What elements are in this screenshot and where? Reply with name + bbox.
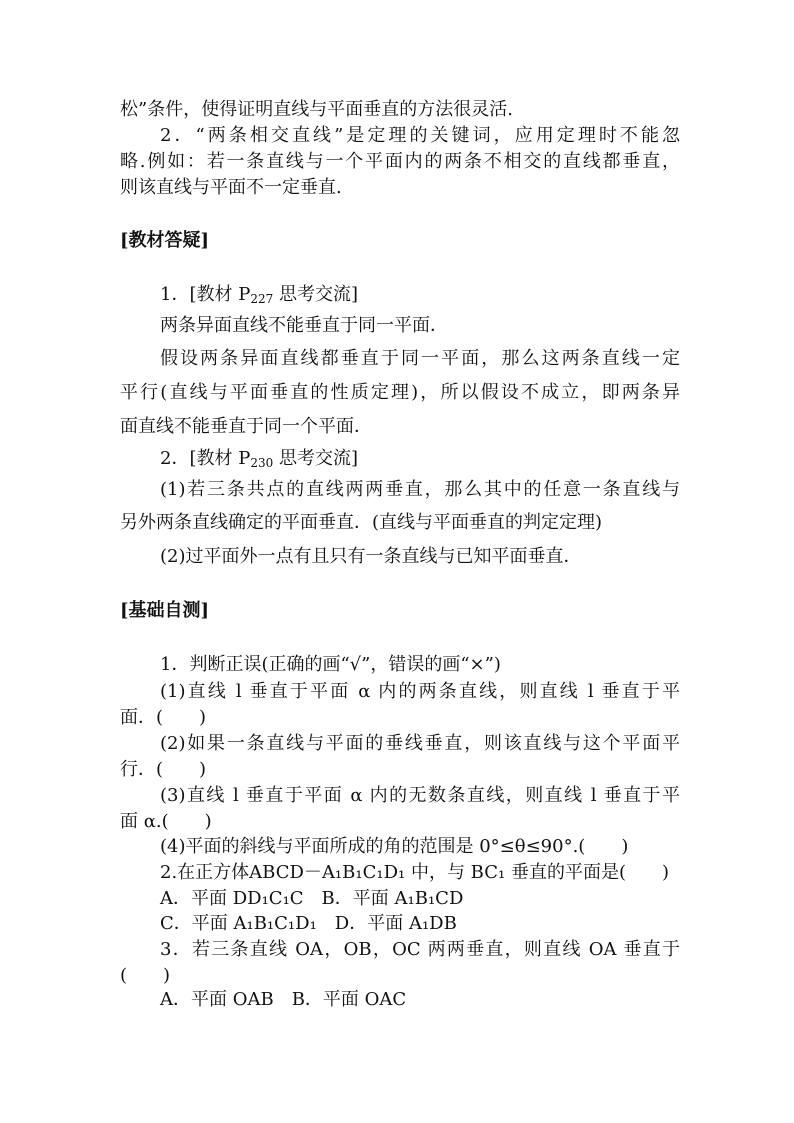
qa-item1-line-1: 两条异面直线不能垂直于同一平面． [160, 315, 448, 336]
qa-item1-line-2: 假设两条异面直线都垂直于同一平面，那么这两条直线一定 [160, 348, 680, 369]
intro-line-4: 则该直线与平面不一定垂直. [120, 177, 342, 198]
q3-stem-line-1: 3．若三条直线 OA，OB，OC 两两垂直，则直线 OA 垂直于 [160, 939, 680, 960]
intro-line-3: 略.例如：若一条直线与一个平面内的两条不相交的直线都垂直， [120, 151, 680, 172]
q1-d-line-1: (4)平面的斜线与平面所成的角的范围是 0°≤θ≤90°.( ) [160, 836, 629, 857]
qa-item1-page: 227 [250, 292, 274, 306]
qa-item2-line-2: 另外两条直线确定的平面垂直．(直线与平面垂直的判定定理) [120, 512, 603, 533]
q3-stem-line-2: ( ) [120, 965, 171, 986]
q1-c-line-2: 面 α.( ) [120, 811, 212, 832]
q2-options-cd: C．平面 A₁B₁C₁D₁ D．平面 A₁DB [160, 913, 457, 934]
q1-a-line-1: (1)直线 l 垂直于平面 α 内的两条直线，则直线 l 垂直于平 [160, 681, 680, 702]
q3-options-ab: A．平面 OAB B．平面 OAC [160, 989, 407, 1010]
section-heading-qa: [教材答疑] [120, 230, 210, 251]
qa-item2-page: 230 [250, 456, 274, 470]
qa-item2-line-1: (1)若三条共点的直线两两垂直，那么其中的任意一条直线与 [160, 479, 680, 500]
intro-line-1: 松”条件，使得证明直线与平面垂直的方法很灵活. [120, 99, 513, 120]
q1-stem: 1．判断正误(正确的画“√”，错误的画“×”) [160, 654, 501, 675]
qa-item2-line-3: (2)过平面外一点有且只有一条直线与已知平面垂直． [160, 546, 582, 567]
q2-stem: 2.在正方体ABCD－A₁B₁C₁D₁ 中，与 BC₁ 垂直的平面是( ) [160, 862, 669, 883]
q1-c-line-1: (3)直线 l 垂直于平面 α 内的无数条直线，则直线 l 垂直于平 [160, 785, 680, 806]
qa-item1-ref [160, 283, 680, 307]
qa-item1-ref-post: 思考交流] [273, 284, 358, 305]
qa-item2-ref [160, 447, 680, 471]
qa-item2-ref-pre: 2．[教材 P [160, 448, 251, 469]
q1-a-line-2: 面．( ) [120, 707, 207, 728]
qa-item1-line-3: 平行(直线与平面垂直的性质定理)，所以假设不成立，即两条异 [120, 382, 680, 403]
qa-item2-ref-post: 思考交流] [273, 448, 358, 469]
q1-b-line-2: 行．( ) [120, 759, 207, 780]
qa-item1-ref-pre: 1．[教材 P [160, 284, 251, 305]
intro-line-2: 2．“两条相交直线”是定理的关键词，应用定理时不能忽 [160, 125, 680, 146]
qa-item1-line-4: 面直线不能垂直于同一个平面． [120, 416, 372, 437]
section-heading-test: [基础自测] [120, 600, 210, 621]
q1-b-line-1: (2)如果一条直线与平面的垂线垂直，则该直线与这个平面平 [160, 733, 680, 754]
q2-options-ab: A．平面 DD₁C₁C B．平面 A₁B₁CD [160, 888, 464, 909]
